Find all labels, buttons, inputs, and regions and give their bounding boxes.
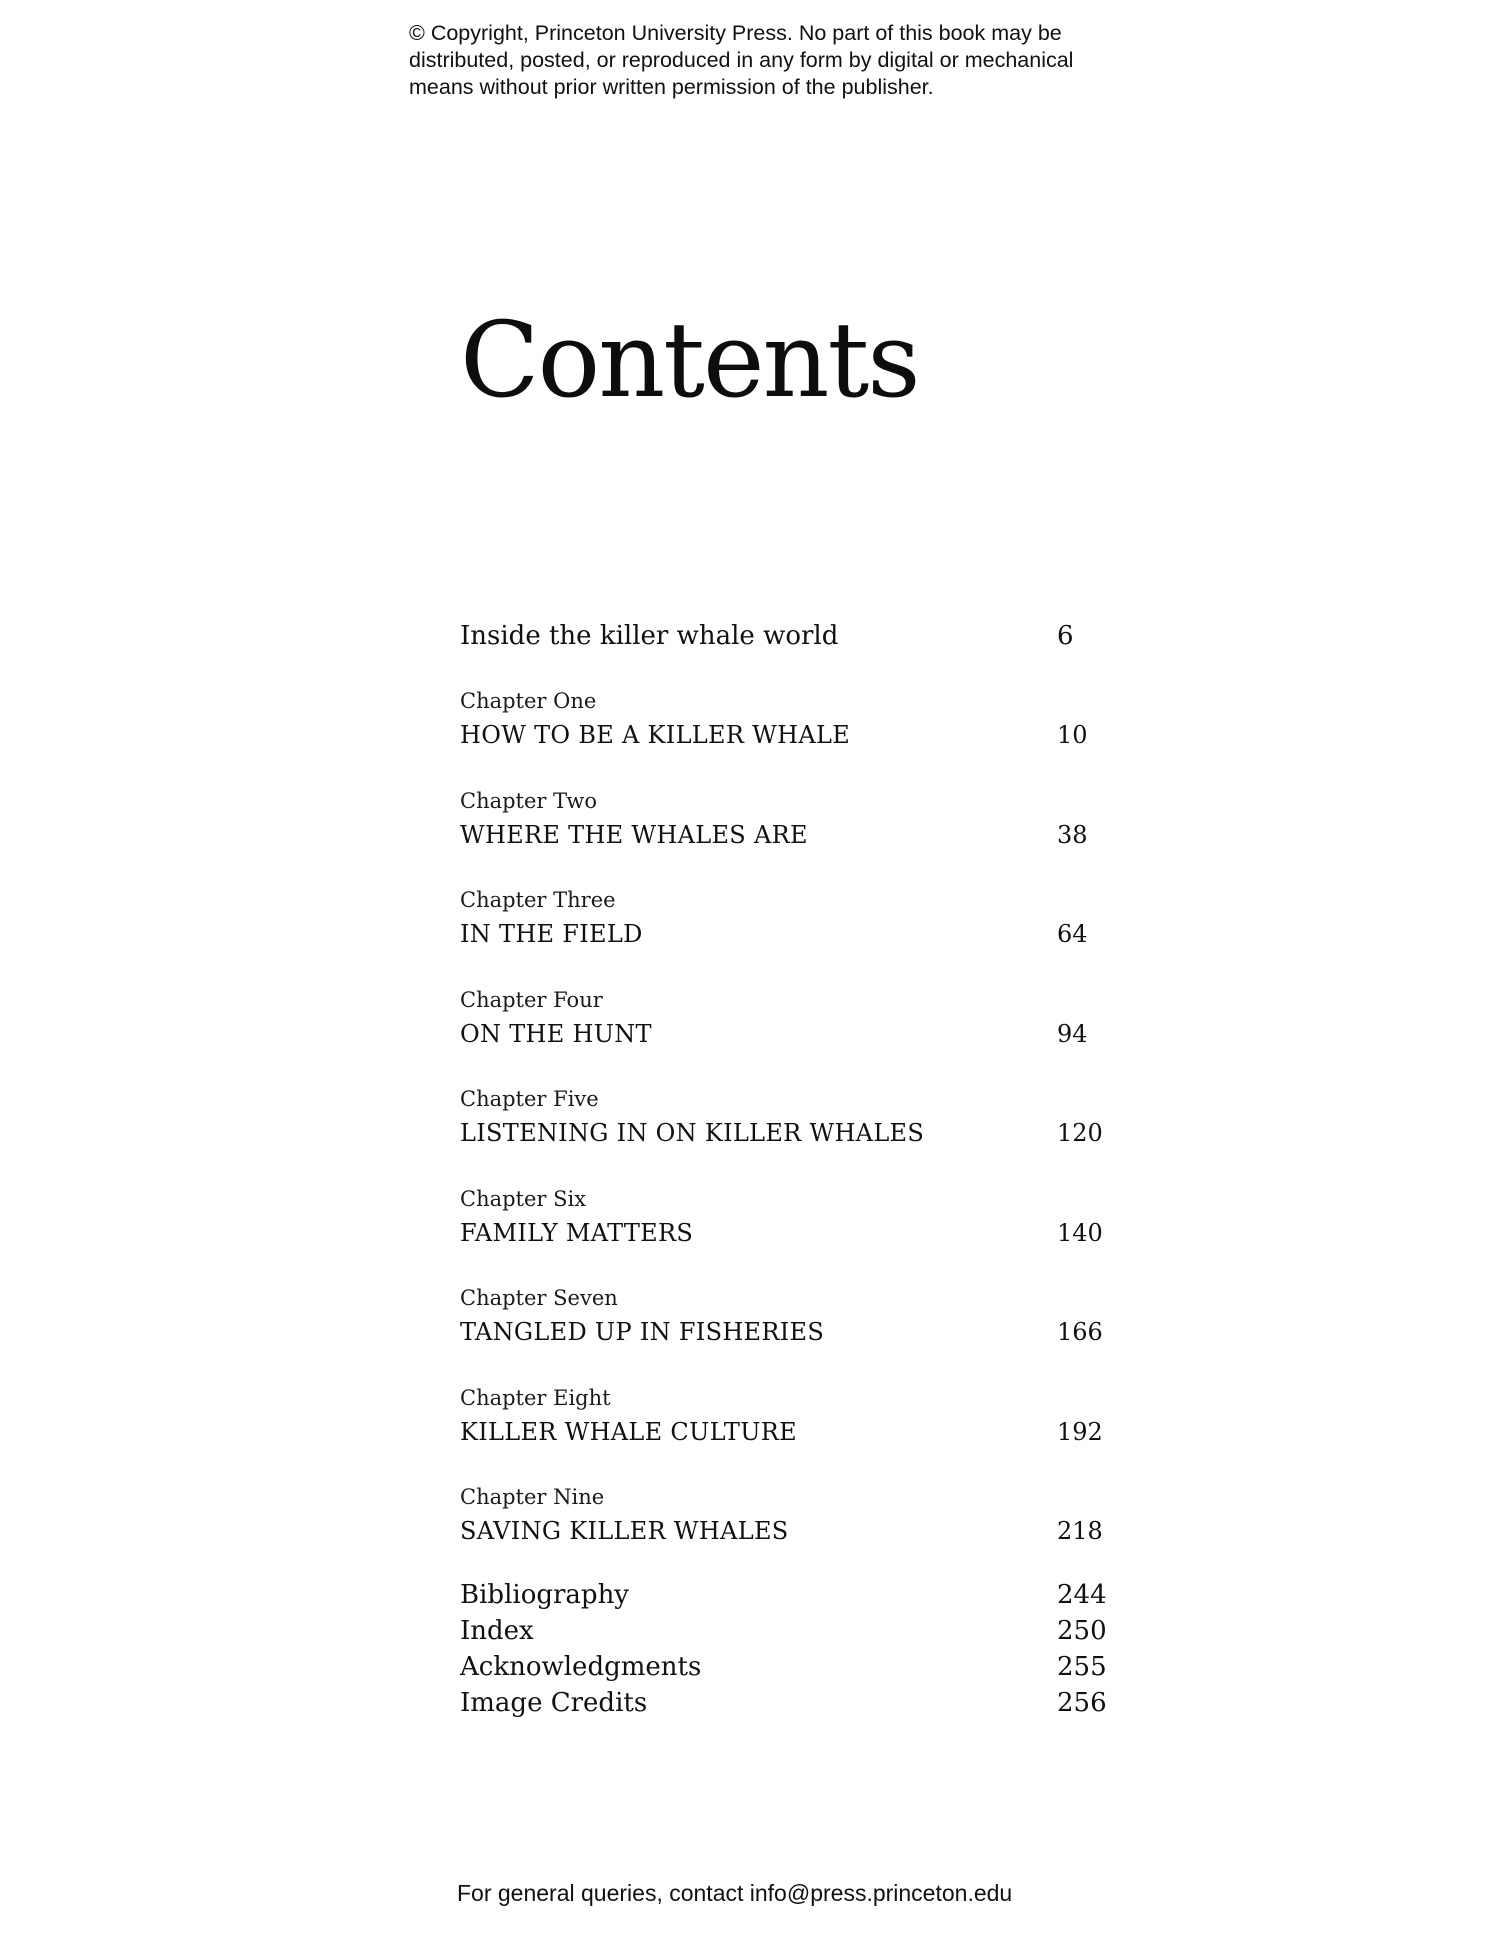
chapter-number: Chapter Four — [460, 988, 603, 1012]
chapter-number: Chapter Eight — [460, 1386, 611, 1410]
table-of-contents — [460, 0, 1160, 1938]
chapter-title: HOW TO BE A KILLER WHALE — [460, 721, 851, 749]
toc-page-number: 120 — [1057, 1119, 1103, 1147]
chapter-title: IN THE FIELD — [460, 920, 643, 948]
toc-entry-label: Acknowledgments — [460, 1652, 702, 1682]
chapter-number: Chapter Nine — [460, 1485, 605, 1509]
chapter-title: TANGLED UP IN FISHERIES — [460, 1318, 825, 1346]
toc-page-number: 10 — [1057, 721, 1088, 749]
chapter-number: Chapter Three — [460, 888, 616, 912]
toc-page-number: 218 — [1057, 1517, 1103, 1545]
toc-page-number: 244 — [1057, 1580, 1107, 1610]
toc-page-number: 255 — [1057, 1652, 1107, 1682]
toc-entry-label: Inside the killer whale world — [460, 621, 839, 651]
chapter-number: Chapter Two — [460, 789, 598, 813]
toc-entry-label: Image Credits — [460, 1688, 648, 1718]
chapter-title: WHERE THE WHALES ARE — [460, 821, 808, 849]
toc-page-number: 166 — [1057, 1318, 1103, 1346]
chapter-number: Chapter Six — [460, 1187, 587, 1211]
toc-page-number: 250 — [1057, 1616, 1107, 1646]
chapter-title: SAVING KILLER WHALES — [460, 1517, 789, 1545]
copyright-line: © Copyright, Princeton University Press. No part of this book may be — [409, 21, 1062, 45]
chapter-title: LISTENING IN ON KILLER WHALES — [460, 1119, 925, 1147]
page-title: Contents — [460, 299, 919, 421]
chapter-number: Chapter Five — [460, 1087, 599, 1111]
chapter-number: Chapter Seven — [460, 1286, 618, 1310]
toc-page-number: 64 — [1057, 920, 1088, 948]
copyright-line: means without prior written permission of the publisher. — [409, 75, 934, 99]
toc-page-number: 192 — [1057, 1418, 1103, 1446]
toc-page-number: 94 — [1057, 1020, 1088, 1048]
toc-page-number: 38 — [1057, 821, 1088, 849]
copyright-line: distributed, posted, or reproduced in any form by digital or mechanical — [409, 48, 1074, 72]
chapter-number: Chapter One — [460, 689, 597, 713]
toc-entry-label: Bibliography — [460, 1580, 629, 1610]
chapter-title: KILLER WHALE CULTURE — [460, 1418, 797, 1446]
toc-entry-label: Index — [460, 1616, 534, 1646]
chapter-title: FAMILY MATTERS — [460, 1219, 694, 1247]
toc-page-number: 140 — [1057, 1219, 1103, 1247]
toc-page-number: 6 — [1057, 621, 1074, 651]
footer-contact: For general queries, contact info@press.princeton.edu — [457, 1880, 1013, 1906]
chapter-title: ON THE HUNT — [460, 1020, 652, 1048]
toc-page-number: 256 — [1057, 1688, 1107, 1718]
